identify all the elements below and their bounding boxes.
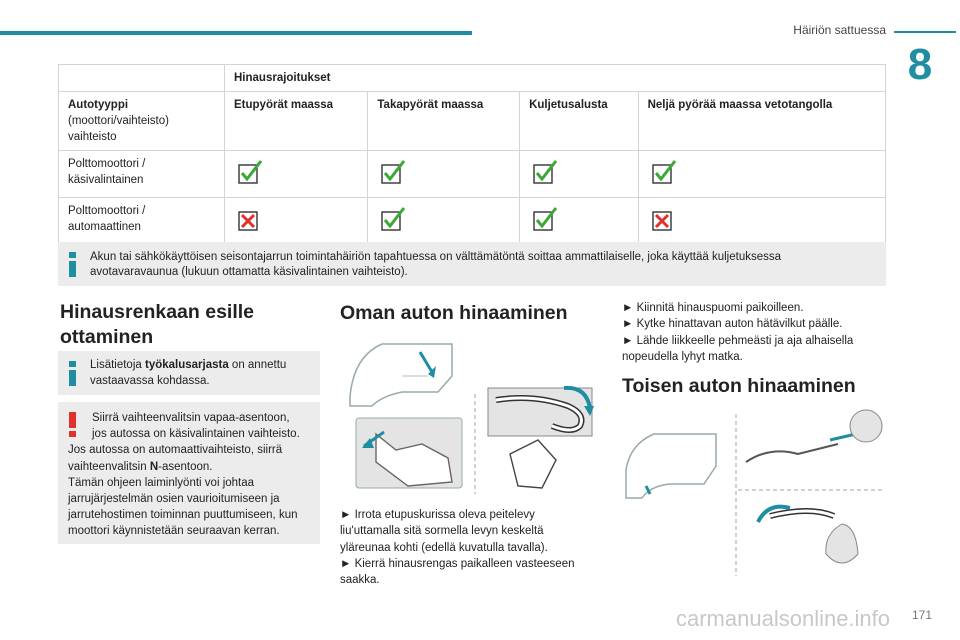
towing-restrictions-table (58, 64, 886, 245)
checkmark-icon (651, 159, 677, 185)
own-car-steps (340, 507, 610, 588)
table-row (59, 198, 886, 245)
info-text-bold: työkalusarjasta (144, 359, 229, 371)
step-line: saakka. (340, 574, 380, 587)
heading-own-car-towing: Oman auton hinaaminen (340, 302, 568, 324)
footer-watermark: carmanualsonline.info (676, 606, 891, 631)
status-cell (225, 151, 368, 198)
status-cell (520, 151, 639, 198)
header-accent-bar (0, 31, 472, 35)
status-cell (368, 198, 520, 245)
battery-info-note (58, 242, 886, 286)
status-cell (638, 151, 885, 198)
info-icon (68, 252, 78, 276)
tow-ring-installation-illustration (620, 404, 890, 580)
gear-warning-note (58, 402, 320, 544)
vehicle-type-line: käsivalintainen (68, 174, 144, 186)
step-line: ► Lähde liikkeelle pehmeästi ja aja alhaisella (622, 334, 854, 347)
column-header-flatbed: Kuljetusalusta (520, 92, 639, 151)
step-line: yläreunaa kohti (edellä kuvatulla tavalla). (340, 541, 548, 554)
step-line: ► Kytke hinattavan auton hätävilkut päälle. (622, 318, 843, 331)
warning-line: jarrujärjestelmän osien vaurioitumiseen ja (68, 493, 280, 506)
warning-line: vaihteenvalitsin (68, 460, 150, 473)
info-note-line: avotavaravaunua (lukuun ottamatta käsivalintainen vaihteisto). (90, 266, 408, 278)
heading-line: Hinausrenkaan esille (60, 301, 255, 323)
vehicle-type-line: Polttomoottori / (68, 158, 146, 170)
info-text: Lisätietoja (90, 359, 145, 371)
warning-line: Siirrä vaihteenvalitsin vapaa-asentoon, (92, 412, 290, 424)
status-cell (520, 198, 639, 245)
column-header-towbar: Neljä pyörää maassa vetotangolla (638, 92, 885, 151)
chapter-number: 8 (898, 40, 942, 90)
checkmark-icon (237, 159, 263, 185)
heading-tow-ring (60, 300, 310, 350)
column-header-line: Autotyyppi (68, 99, 129, 111)
toolkit-info-note (58, 351, 320, 395)
column-header-line: vaihteisto (68, 131, 117, 143)
warning-line: Tämän ohjeen laiminlyönti voi johtaa (68, 476, 255, 489)
status-cell (368, 151, 520, 198)
warning-line: -asentoon. (158, 460, 213, 473)
step-line: ► Irrota etupuskurissa oleva peitelevy (340, 509, 535, 521)
heading-other-car-towing: Toisen auton hinaaminen (622, 375, 856, 397)
info-text: on annettu vastaavassa kohdassa. (90, 359, 287, 387)
step-line: ► Kierrä hinausrengas paikalleen vasteeseen (340, 557, 575, 570)
vehicle-type-cell (59, 198, 225, 245)
vehicle-type-line: Polttomoottori / (68, 205, 146, 217)
info-icon (68, 361, 78, 385)
status-cell (225, 198, 368, 245)
column-header-front-wheels: Etupyörät maassa (225, 92, 368, 151)
warning-line: jarrutehostimen toiminnan puuttumiseen, kun (68, 509, 298, 522)
table-group-header: Hinausrajoitukset (225, 65, 886, 92)
section-title: Häiriön sattuessa (793, 23, 886, 37)
warning-line: jos autossa on käsivalintainen vaihteisto. (92, 428, 300, 441)
column-header-line: (moottori/vaihteisto) (68, 115, 169, 127)
column-header-rear-wheels: Takapyörät maassa (368, 92, 520, 151)
page-number: 171 (912, 608, 933, 622)
checkmark-icon (380, 206, 406, 232)
vehicle-type-cell (59, 151, 225, 198)
step-line: ► Kiinnitä hinauspuomi paikoilleen. (622, 302, 804, 314)
cross-icon (237, 206, 263, 232)
heading-line: ottaminen (60, 326, 154, 348)
warning-line: Jos autossa on automaattivaihteisto, siirrä (68, 444, 283, 457)
status-cell (638, 198, 885, 245)
table-corner-cell (59, 65, 225, 92)
step-line: liu'uttamalla sitä sormella levyn keskeltä (340, 525, 544, 538)
checkmark-icon (532, 159, 558, 185)
checkmark-icon (532, 206, 558, 232)
towing-steps (622, 300, 892, 365)
vehicle-type-line: automaattinen (68, 221, 141, 233)
warning-bold: N (149, 460, 159, 473)
checkmark-icon (380, 159, 406, 185)
step-line: nopeudella lyhyt matka. (622, 350, 743, 363)
tow-cover-removal-illustration (342, 336, 602, 496)
warning-line: moottori käynnistetään seuraavan kerran. (68, 525, 280, 538)
cross-icon (651, 206, 677, 232)
column-header-vehicle-type (59, 92, 225, 151)
table-row (59, 151, 886, 198)
info-note-line: Akun tai sähkökäyttöisen seisontajarrun toimintahäiriön tapahtuessa on välttämätöntä soittaa ammattilaiselle, joka käyttää kuljetuksessa (90, 251, 782, 263)
